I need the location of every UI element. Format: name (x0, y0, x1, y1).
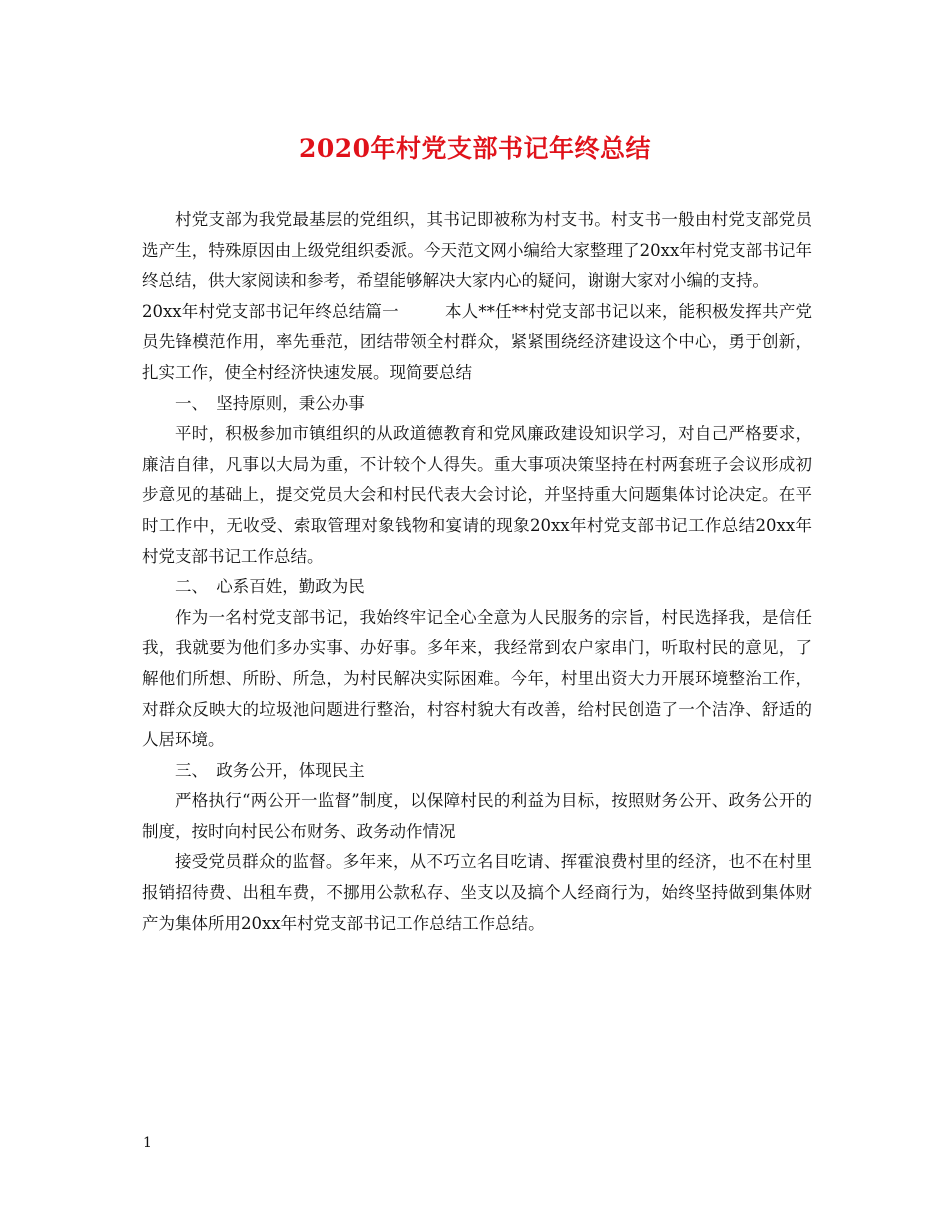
section-title: 20xx年村党支部书记年终总结篇一 (142, 301, 399, 321)
paragraph-three: 严格执行“两公开一监督”制度，以保障村民的利益为目标，按照财务公开、政务公开的制度，按时向村民公布财务、政务动作情况 (142, 791, 812, 841)
page-number: 1 (143, 1135, 152, 1151)
section-opening-text: 本人**任**村党支部书记以来，能积极发挥共产党员先锋模范作用，率先垂范，团结带领全村群众，紧紧围绕经济建设这个中心，勇于创新，扎实工作，使全村经济快速发展。现简要总结 (142, 301, 813, 382)
intro-paragraph: 村党支部为我党最基层的党组织，其书记即被称为村支书。村支书一般由村党支部党员选产生，特殊原因由上级党组织委派。今天范文网小编给大家整理了20xx年村党支部书记年终总结，供大家阅读和参考，希望能够解决大家内心的疑问，谢谢大家对小编的支持。 (142, 210, 812, 291)
heading-two: 二、 心系百姓，勤政为民 (175, 577, 365, 597)
paragraph-one: 平时，积极参加市镇组织的从政道德教育和党风廉政建设知识学习，对自己严格要求，廉洁自律，凡事以大局为重，不计较个人得失。重大事项决策坚持在村两套班子会议形成初步意见的基础上，提交党员大会和村民代表大会讨论，并坚持重大问题集体讨论决定。在平时工作中，无收受、索取管理对象钱物和宴请的现象20xx年村党支部书记工作总结20xx年村党支部书记工作总结。 (142, 424, 812, 566)
document-title: 2020年村党支部书记年终总结 (298, 134, 652, 163)
document-body (142, 205, 812, 939)
paragraph-two: 作为一名村党支部书记，我始终牢记全心全意为人民服务的宗旨，村民选择我，是信任我，我就要为他们多办实事、办好事。多年来，我经常到农户家串门，听取村民的意见，了解他们所想、所盼、所急，为村民解决实际困难。今年，村里出资大力开展环境整治工作，对群众反映大的垃圾池问题进行整治，村容村貌大有改善，给村民创造了一个洁净、舒适的人居环境。 (142, 607, 812, 750)
heading-three: 三、 政务公开，体现民主 (175, 760, 365, 780)
heading-one: 一、 坚持原则，秉公办事 (175, 393, 365, 413)
section-paragraph (142, 297, 812, 389)
paragraph-four: 接受党员群众的监督。多年来，从不巧立名目吃请、挥霍浪费村里的经济，也不在村里报销招待费、出租车费，不挪用公款私存、坐支以及搞个人经商行为，始终坚持做到集体财产为集体所用20xx年村党支部书记工作总结工作总结。 (142, 852, 812, 933)
